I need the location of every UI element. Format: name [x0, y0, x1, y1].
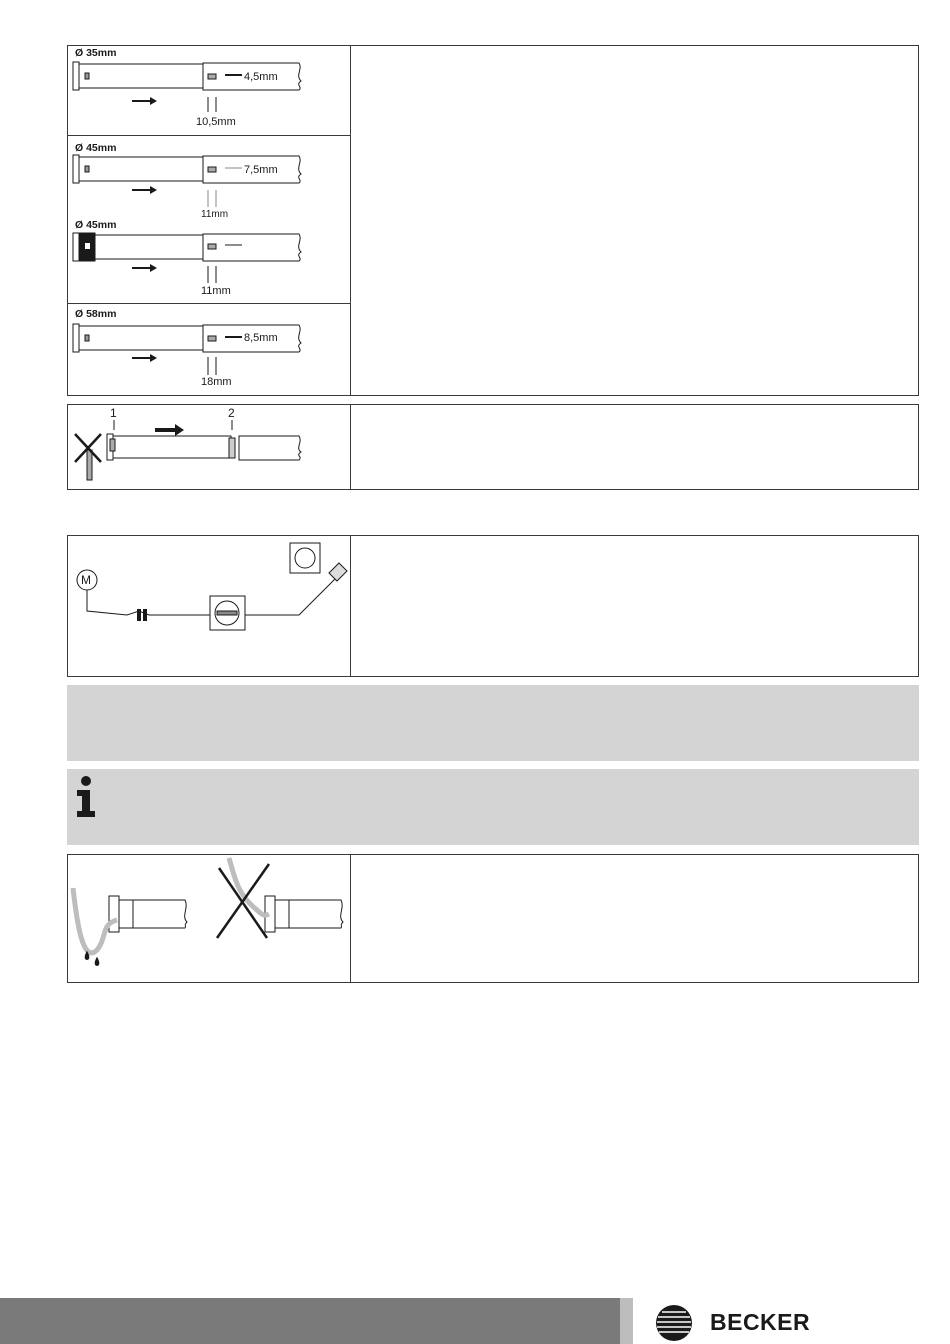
arrow-right-icon [132, 264, 157, 272]
callout-number: 1 [110, 406, 117, 420]
arrow-right-icon [155, 424, 184, 436]
motor-symbol: M [81, 573, 91, 587]
drip-loop-diagram [67, 854, 351, 983]
becker-logo-icon [654, 1303, 694, 1343]
note-bar [67, 685, 919, 761]
footer-bar [0, 1298, 620, 1344]
wrong-cross-icon [217, 864, 269, 938]
dimension-label: 7,5mm [244, 164, 278, 176]
diameter-label: Ø 45mm [75, 219, 117, 231]
dimension-label: 4,5mm [244, 71, 278, 83]
tube-diagrams [67, 45, 351, 396]
diameter-label: Ø 35mm [75, 47, 117, 59]
footer-accent [620, 1298, 633, 1344]
diameter-label: Ø 58mm [75, 308, 117, 320]
dimension-label: 18mm [201, 376, 232, 388]
diameter-label: Ø 45mm [75, 142, 117, 154]
dimension-label: 11mm [201, 209, 229, 220]
dimension-label: 8,5mm [244, 332, 278, 344]
wiring-diagram [67, 535, 351, 677]
info-box [67, 769, 919, 845]
info-icon [73, 775, 99, 819]
arrow-right-icon [132, 97, 157, 105]
dimension-label: 10,5mm [196, 116, 236, 128]
dimension-label: 11mm [201, 285, 231, 297]
insertion-diagram [67, 404, 351, 490]
arrow-right-icon [132, 354, 157, 362]
callout-number: 2 [228, 406, 235, 420]
arrow-right-icon [132, 186, 157, 194]
water-drop-icon [86, 954, 98, 965]
brand-name: BECKER [710, 1309, 811, 1335]
